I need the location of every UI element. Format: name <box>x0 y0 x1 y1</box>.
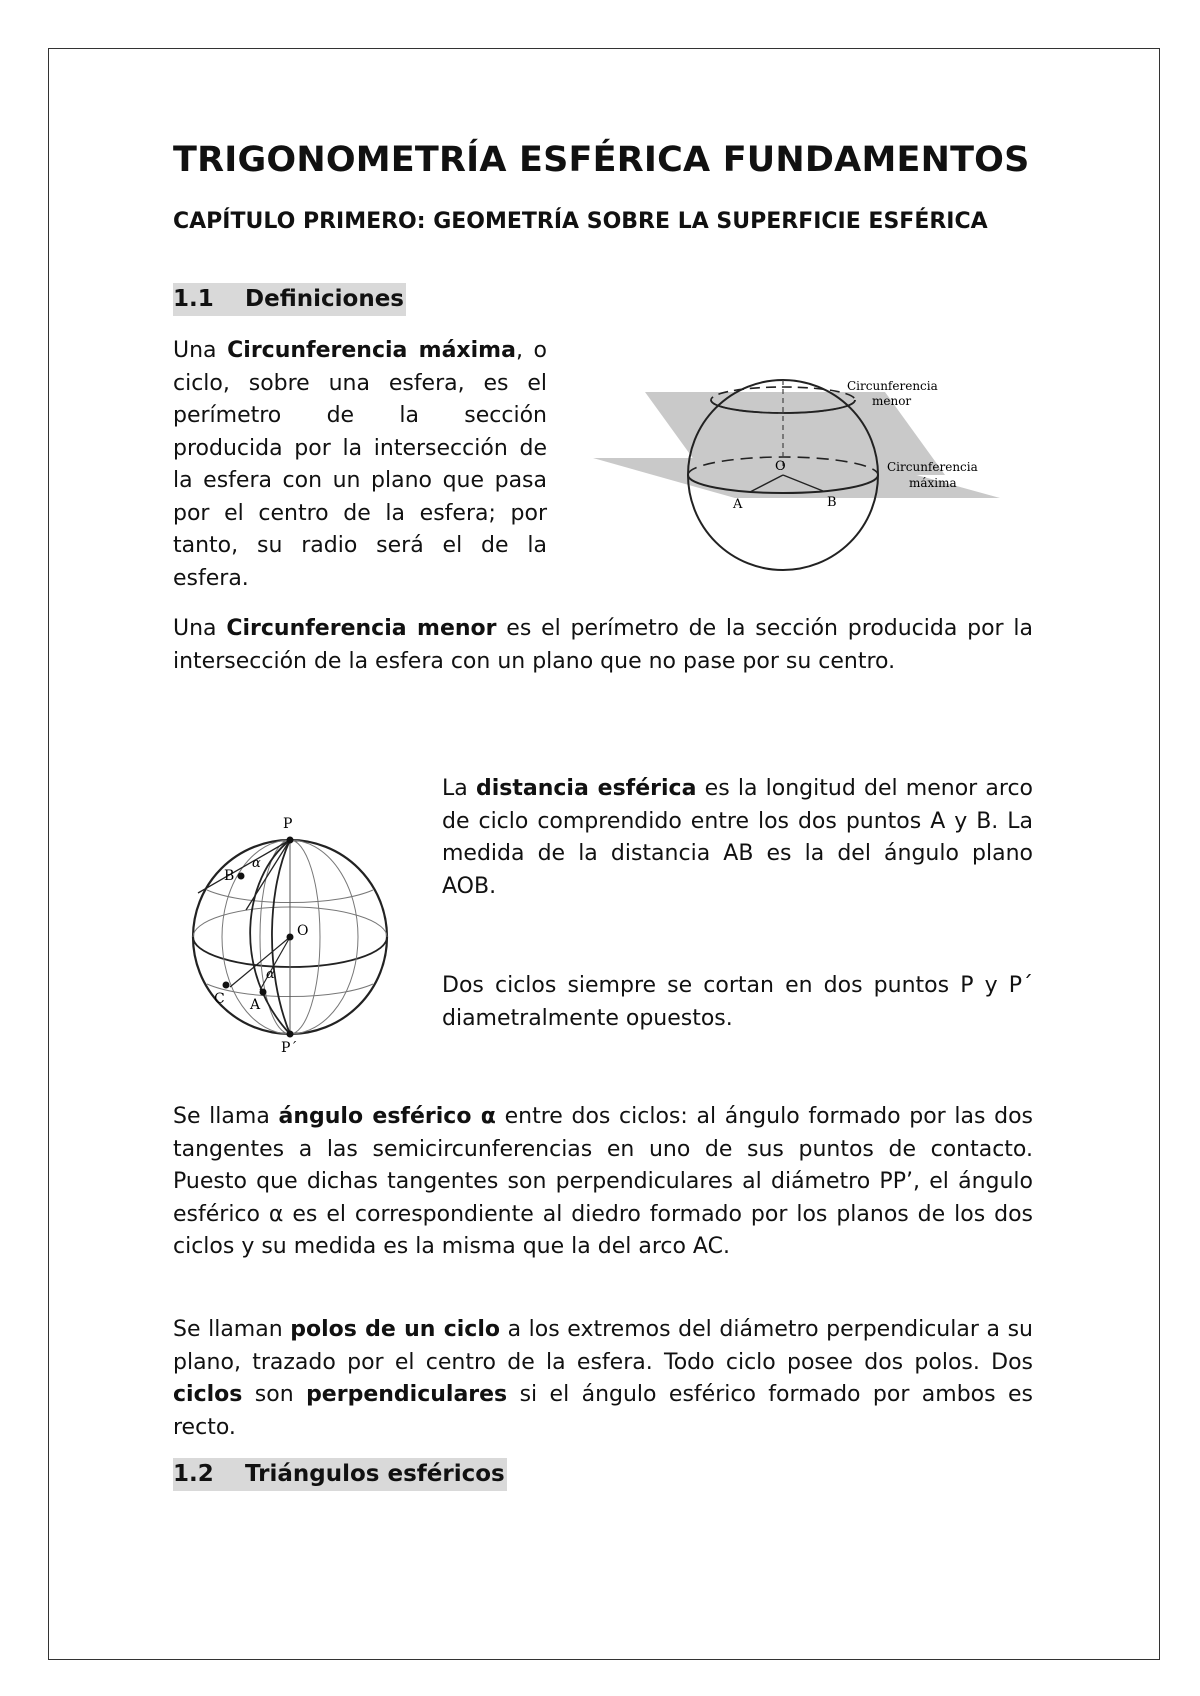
label-circunferencia-menor-2: menor <box>872 394 912 408</box>
term-polos: polos de un ciclo <box>290 1317 500 1342</box>
paragraph-polos: Se llaman polos de un ciclo a los extremos del diámetro perpendicular a su plano, trazado por el centro de la esfera. Todo ciclo posee dos polos. Dos ciclos son perpendiculares si el ángulo esférico formado por ambos es recto. <box>173 1317 1033 1440</box>
section-title: Definiciones <box>245 286 404 312</box>
point-b <box>238 873 245 880</box>
tangent-2 <box>246 840 290 910</box>
label-a: A <box>733 497 743 512</box>
section-number: 1.2 <box>173 1461 214 1487</box>
label-c: C <box>214 991 225 1007</box>
term-circunferencia-maxima: Circunferencia máxima <box>227 338 516 363</box>
label-circunferencia-maxima-2: máxima <box>909 476 957 490</box>
paragraph-dos-ciclos: Dos ciclos siempre se cortan en dos puntos P y P´ diametralmente opuestos. <box>442 973 1033 1031</box>
figure-sphere-cycles <box>180 800 410 1055</box>
paragraph-circunferencia-menor: Una Circunferencia menor es el perímetro de la sección producida por la intersección de la esfera con un plano que no pase por su centro. <box>173 616 1033 674</box>
label-b: B <box>224 868 235 884</box>
section-title: Triángulos esféricos <box>245 1461 505 1487</box>
paragraph-angulo-esferico: Se llama ángulo esférico α entre dos ciclos: al ángulo formado por las dos tangentes a las semicircunferencias en uno de sus puntos de contacto. Puesto que dichas tangentes son perpendiculares al diámetro PP’, el ángulo esférico α es el correspondiente al diedro formado por los planos de los dos ciclos y su medida es la misma que la del arco AC. <box>173 1104 1033 1259</box>
point-o <box>287 934 294 941</box>
paragraph-distancia-esferica: La distancia esférica es la longitud del menor arco de ciclo comprendido entre los dos puntos A y B. La medida de la distancia AB es la del ángulo plano AOB. <box>442 776 1034 899</box>
point-p <box>287 837 294 844</box>
label-circunferencia-menor-1: Circunferencia <box>847 379 938 393</box>
label-b: B <box>827 495 837 510</box>
chapter-title: CAPÍTULO PRIMERO: GEOMETRÍA SOBRE LA SUPERFICIE ESFÉRICA <box>173 209 988 234</box>
label-o: O <box>297 923 309 939</box>
label-a: A <box>250 997 261 1013</box>
label-alpha-bottom: α <box>266 967 275 982</box>
term-perpendiculares: perpendiculares <box>306 1382 508 1407</box>
figure-sphere-planes <box>585 370 1005 575</box>
label-alpha-top: α <box>252 856 261 871</box>
section-heading-1-2 <box>173 1458 507 1491</box>
term-circunferencia-menor: Circunferencia menor <box>226 616 497 641</box>
label-p-prime: P´ <box>281 1040 298 1056</box>
label-p: P <box>283 816 293 832</box>
section-heading-1-1 <box>173 283 406 316</box>
label-o: O <box>775 459 786 474</box>
label-circunferencia-maxima-1: Circunferencia <box>887 460 978 474</box>
term-angulo-esferico: ángulo esférico α <box>278 1104 496 1129</box>
point-a <box>260 989 267 996</box>
term-ciclos: ciclos <box>173 1382 243 1407</box>
point-c <box>223 982 230 989</box>
document-title: TRIGONOMETRÍA ESFÉRICA FUNDAMENTOS <box>173 140 1030 180</box>
point-p-prime <box>287 1031 294 1038</box>
term-distancia-esferica: distancia esférica <box>475 776 697 801</box>
section-number: 1.1 <box>173 286 214 312</box>
paragraph-circunferencia-maxima: Una Circunferencia máxima, o ciclo, sobre una esfera, es el perímetro de la sección producida por la intersección de la esfera con un plano que pasa por el centro de la esfera; por tanto, su radio será el de la esfera. <box>173 338 547 591</box>
